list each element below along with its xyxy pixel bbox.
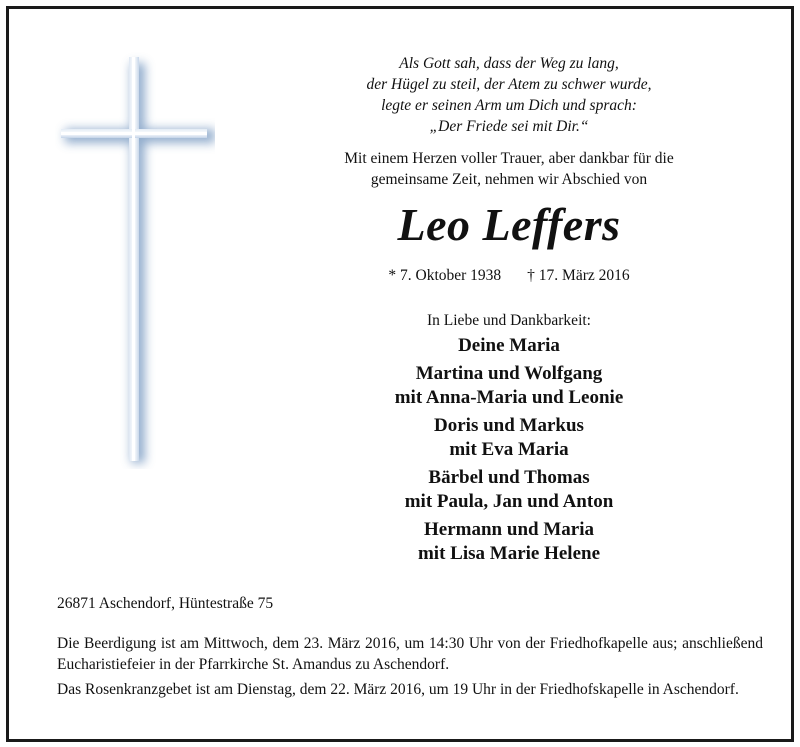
mourner-line: mit Eva Maria bbox=[449, 439, 569, 460]
intro-line: gemeinsame Zeit, nehmen wir Abschied von bbox=[370, 171, 648, 188]
poem bbox=[309, 53, 709, 137]
poem-line: legte er seinen Arm um Dich und sprach: bbox=[381, 97, 637, 114]
mourner-group bbox=[309, 466, 709, 514]
death-date: † 17. März 2016 bbox=[527, 267, 630, 284]
mourner-line: Deine Maria bbox=[458, 335, 560, 356]
intro-text bbox=[309, 148, 709, 190]
obituary-notice bbox=[6, 6, 794, 742]
mourner-group bbox=[309, 334, 709, 358]
birth-date: * 7. Oktober 1938 bbox=[388, 267, 502, 284]
deceased-name: Leo Leffers bbox=[397, 199, 621, 250]
poem-line: der Hügel zu steil, der Atem zu schwer wurde, bbox=[366, 76, 652, 93]
mourners-list bbox=[309, 334, 709, 570]
mourner-line: Doris und Markus bbox=[434, 415, 584, 436]
poem-line: „Der Friede sei mit Dir.“ bbox=[429, 118, 589, 135]
mourner-line: mit Anna-Maria und Leonie bbox=[394, 387, 624, 408]
cross-icon bbox=[55, 49, 215, 469]
mourner-line: Hermann und Maria bbox=[424, 519, 594, 540]
funeral-notice: Die Beerdigung ist am Mittwoch, dem 23. März 2016, um 14:30 Uhr von der Friedhofkapelle aus; anschließend Eucharistiefeier in der Pfarrkirche St. Amandus zu Aschendorf. bbox=[57, 635, 763, 673]
family-address: 26871 Aschendorf, Hüntestraße 75 bbox=[57, 595, 274, 612]
mourner-line: mit Lisa Marie Helene bbox=[417, 543, 601, 564]
mourner-line: Bärbel und Thomas bbox=[428, 467, 590, 488]
poem-line: Als Gott sah, dass der Weg zu lang, bbox=[399, 55, 619, 72]
mourners-heading: In Liebe und Dankbarkeit: bbox=[427, 312, 591, 329]
mourner-line: Martina und Wolfgang bbox=[415, 363, 603, 384]
intro-line: Mit einem Herzen voller Trauer, aber dankbar für die bbox=[344, 150, 674, 167]
mourner-group bbox=[309, 414, 709, 462]
life-dates bbox=[309, 265, 709, 287]
mourner-group bbox=[309, 362, 709, 410]
mourner-group bbox=[309, 518, 709, 566]
rosary-notice: Das Rosenkranzgebet ist am Dienstag, dem 22. März 2016, um 19 Uhr in der Friedhofskapelle in Aschendorf. bbox=[57, 681, 739, 698]
mourner-line: mit Paula, Jan und Anton bbox=[404, 491, 614, 512]
